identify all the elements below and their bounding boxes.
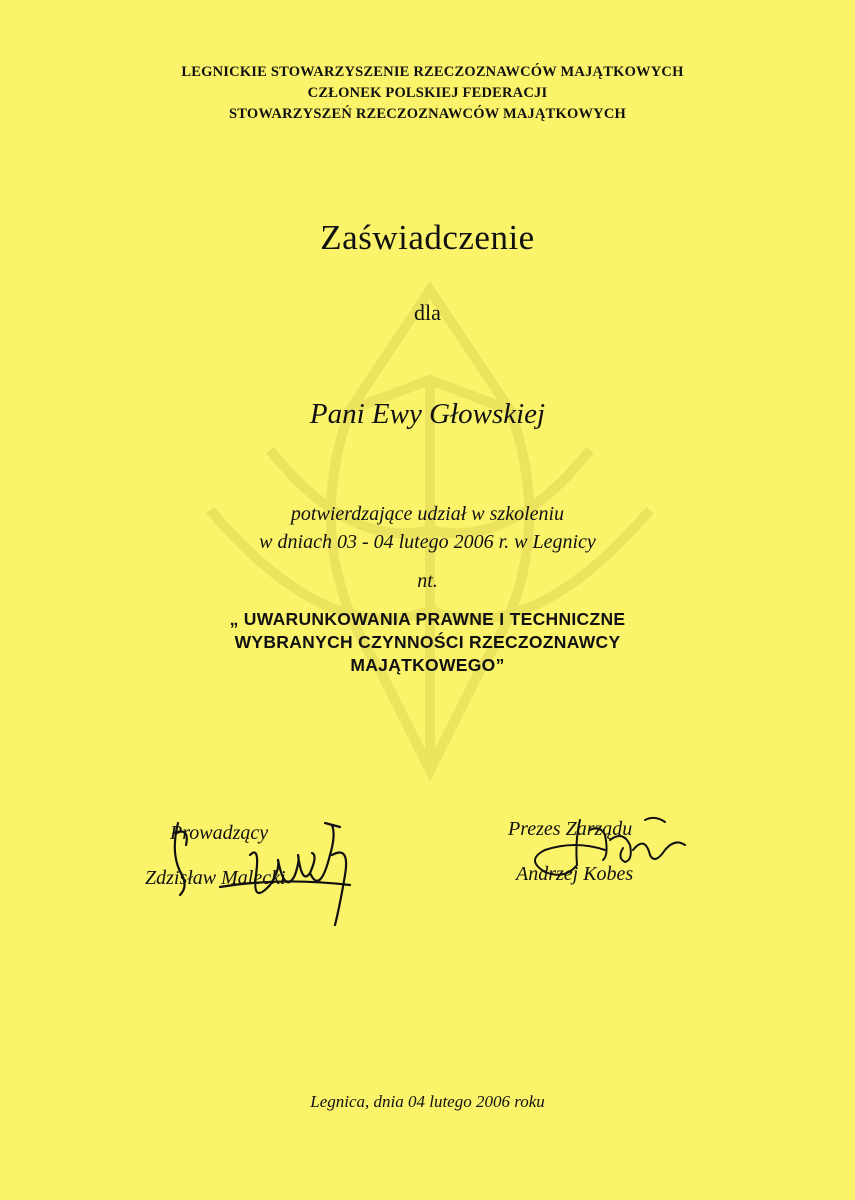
instructor-name: Zdzisław Malecki [145, 867, 286, 889]
confirmation-line-2: w dniach 03 - 04 lutego 2006 r. w Legnicy [259, 531, 596, 553]
president-name: Andrzej Kobes [516, 863, 634, 885]
document-title: Zaświadczenie [320, 218, 535, 257]
president-role: Prezes Zarządu [508, 818, 633, 840]
header-line-2: CZŁONEK POLSKIEJ FEDERACJI [307, 85, 548, 101]
president-handwritten-signature [505, 810, 705, 900]
instructor-role: Prowadzący [170, 822, 269, 844]
topic-prefix: nt. [417, 570, 438, 592]
course-title [0, 608, 855, 677]
for-word: dla [414, 300, 441, 325]
confirmation-line-1: potwierdzające udział w szkoleniu [290, 503, 565, 525]
confirmation-text [0, 500, 855, 556]
instructor-handwritten-signature [160, 815, 380, 935]
header-line-3: STOWARZYSZEŃ RZECZOZNAWCÓW MAJĄTKOWYCH [228, 106, 627, 122]
organization-header [0, 62, 855, 125]
course-line-3: MAJĄTKOWEGO” [350, 655, 505, 675]
course-line-2: WYBRANYCH CZYNNOŚCI RZECZOZNAWCY [234, 632, 621, 652]
header-line-1: LEGNICKIE STOWARZYSZENIE RZECZOZNAWCÓW MAJĄTKOWYCH [181, 64, 684, 80]
recipient-name: Pani Ewy Głowskiej [309, 398, 546, 430]
course-line-1: „ UWARUNKOWANIA PRAWNE I TECHNICZNE [229, 609, 626, 629]
place-and-date: Legnica, dnia 04 lutego 2006 roku [310, 1092, 545, 1111]
